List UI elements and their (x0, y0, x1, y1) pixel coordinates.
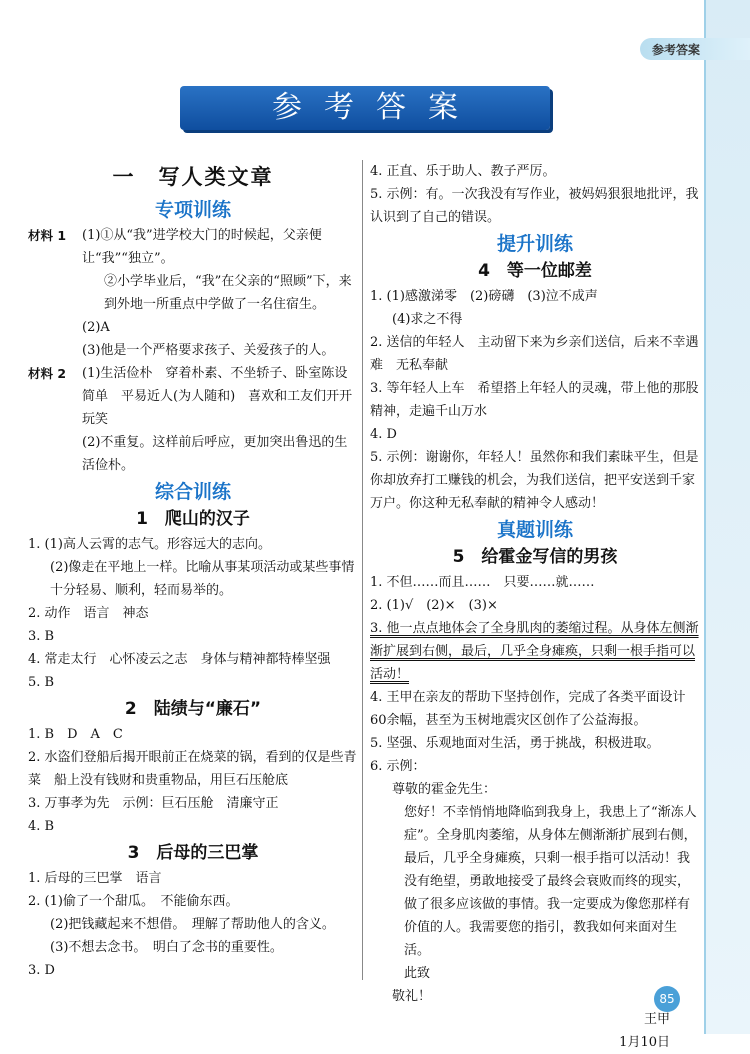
page-edge-strip (704, 0, 750, 1034)
title-banner: 参考答案 (180, 86, 550, 130)
left-column (28, 160, 358, 982)
material-2 (28, 362, 358, 477)
answer-line: 5. 示例：有。一次我没有写作业，被妈妈狠狠地批评，我认识到了自己的错误。 (370, 187, 699, 225)
answer-line: (2)A (82, 320, 110, 335)
subsection-title: 1 爬山的汉子 (136, 509, 250, 529)
answer-line: 4. 正直、乐于助人、教子严厉。 (370, 164, 556, 179)
answer-line: (1)①从“我”进学校大门的时候起，父亲便让“我”“独立”。 (82, 228, 322, 266)
material-1 (28, 224, 358, 362)
answer-line: 6. 示例： (370, 759, 426, 774)
answer-line: 1. (1)感激涕零 (2)磅礴 (3)泣不成声 (370, 289, 598, 304)
answer-line: 3. 等年轻人上车 希望搭上年轻人的灵魂，带上他的那股精神，走遍千山万水 (370, 381, 699, 419)
answer-line: 4. 常走太行 心怀凌云之志 身体与精神都特棒坚强 (28, 652, 331, 667)
letter-greeting: 尊敬的霍金先生： (392, 782, 497, 797)
answer-line: (2)把钱藏起来不想借。 理解了帮助他人的含义。 (50, 917, 335, 932)
answer-line: 2. (1)偷了一个甜瓜。 不能偷东西。 (28, 894, 239, 909)
letter-signature: 王甲 (643, 1012, 670, 1027)
answer-line: 3. D (28, 963, 55, 978)
answer-line: 3. B (28, 629, 55, 644)
corner-tab: 参考答案 (640, 38, 750, 60)
answer-line: 2. (1)√ (2)× (3)× (370, 598, 498, 613)
answer-line: 2. 水盗们登船后揭开眼前正在烧菜的锅，看到的仅是些青菜 船上没有钱财和贵重物品，用巨石压舱底 (28, 750, 357, 788)
section-title: 提升训练 (496, 233, 573, 255)
letter-closing: 敬礼！ (392, 989, 432, 1004)
subsection-title: 5 给霍金写信的男孩 (452, 547, 618, 567)
answer-line: 5. 示例：谢谢你，年轻人！虽然你和我们素昧平生，但是你却放弃打工赚钱的机会，为我们送信，把平安送到千家万户。你这种无私奉献的精神令人感动！ (370, 450, 699, 511)
answer-line: 1. 后母的三巴掌 语言 (28, 871, 162, 886)
answer-line: 4. D (370, 427, 397, 442)
column-divider (362, 160, 363, 980)
page-number: 85 (654, 986, 680, 1012)
right-column (370, 160, 700, 1054)
answer-line: (3)他是一个严格要求孩子、关爱孩子的人。 (82, 343, 335, 358)
letter-date: 1月10日 (619, 1035, 670, 1050)
answer-line-underlined: 3. 他一点点地体会了全身肌肉的萎缩过程。从身体左侧渐渐扩展到右侧，最后，几乎全身瘫痪，只剩一根手指可以活动！ (370, 621, 699, 682)
section-title: 真题训练 (496, 519, 573, 541)
answer-line: 3. 万事孝为先 示例：巨石压舱 清廉守正 (28, 796, 279, 811)
subsection-title: 2 陆绩与“廉石” (124, 699, 262, 719)
letter-closing: 此致 (404, 966, 431, 981)
answer-line: 1. B D A C (28, 727, 123, 742)
answer-line: ②小学毕业后，“我”在父亲的“照顾”下，来到外地一所重点中学做了一名住宿生。 (104, 274, 352, 312)
answer-line: 4. 王甲在亲友的帮助下坚持创作，完成了各类平面设计60余幅，甚至为玉树地震灾区创作了公益海报。 (370, 690, 686, 728)
answer-line: (1)生活俭朴 穿着朴素、不坐轿子、卧室陈设简单 平易近人(为人随和) 喜欢和工友们开开玩笑 (82, 366, 353, 427)
section-title: 专项训练 (154, 199, 231, 221)
answer-line: (3)不想去念书。 明白了念书的重要性。 (50, 940, 283, 955)
answer-line: 2. 送信的年轻人 主动留下来为乡亲们送信，后来不幸遇难 无私奉献 (370, 335, 699, 373)
subsection-title: 3 后母的三巴掌 (127, 843, 259, 863)
chapter-title: 一 写人类文章 (112, 165, 274, 189)
answer-line: 1. (1)高人云霄的志气。形容远大的志向。 (28, 537, 271, 552)
answer-line: (2)不重复。这样前后呼应，更加突出鲁迅的生活俭朴。 (82, 435, 348, 473)
section-title: 综合训练 (154, 481, 231, 503)
answer-line: (4)求之不得 (392, 312, 463, 327)
material-label: 材料 1 (28, 228, 67, 243)
material-label: 材料 2 (28, 366, 67, 381)
answer-line: 4. B (28, 819, 55, 834)
answer-line: (2)像走在平地上一样。比喻从事某项活动或某些事情十分轻易、顺利，轻而易举的。 (50, 560, 355, 598)
answer-line: 1. 不但……而且…… 只要……就…… (370, 575, 595, 590)
answer-line: 5. B (28, 675, 55, 690)
subsection-title: 4 等一位邮差 (478, 261, 592, 281)
answer-line: 5. 坚强、乐观地面对生活，勇于挑战，积极进取。 (370, 736, 660, 751)
letter-body: 您好！不幸悄悄地降临到我身上，我患上了“渐冻人症”。全身肌肉萎缩，从身体左侧渐渐扩展到右侧，最后，几乎全身瘫痪，只剩一根手指可以活动！我没有绝望，勇敢地接受了最终会衰败而终的现实，做了很多应该做的事情。我一定要成为像您那样有价值的人。我需要您的指引，教我如何来面对生活。 (404, 805, 697, 958)
answer-line: 2. 动作 语言 神态 (28, 606, 149, 621)
